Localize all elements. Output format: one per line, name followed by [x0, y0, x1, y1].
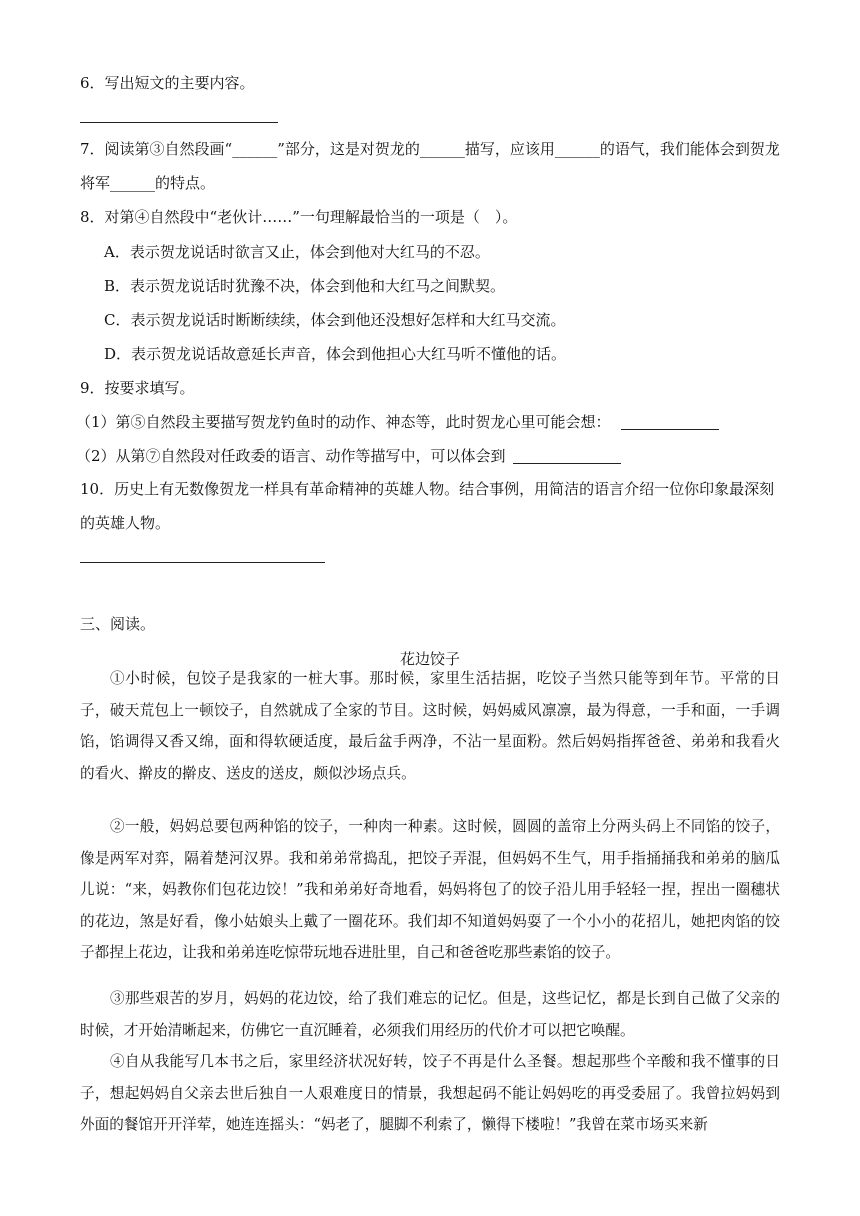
question-9-stem: 9．按要求填写。 [80, 379, 195, 397]
question-10-line1: 10．历史上有无数像贺龙一样具有革命精神的英雄人物。结合事例，用简洁的语言介绍一位你印象最深刻 [80, 480, 775, 498]
answer-line-9-1[interactable] [621, 429, 719, 430]
question-10-line2: 的英雄人物。 [80, 514, 171, 532]
question-6: 6．写出短文的主要内容。 [80, 74, 255, 92]
paragraph-4: ④自从我能写几本书之后，家里经济状况好转，饺子不再是什么圣餐。想起那些个辛酸和我不懂事的日子，想起妈妈自父亲去世后独自一人艰难度日的情景，我想起码不能让妈妈吃的再受委屈了。我曾拉妈妈到外面的餐馆开开洋荤，她连连摇头：“妈老了，腿脚不利索了，懒得下楼啦！”我曾在菜市场买来新 [80, 1053, 780, 1133]
option-d[interactable]: D．表示贺龙说话故意延长声音，体会到他担心大红马听不懂他的话。 [104, 345, 567, 363]
passage-title: 花边饺子 [399, 650, 460, 668]
section-heading: 三、阅读。 [80, 615, 156, 633]
question-8-stem: 8．对第④自然段中“老伙计……”一句理解最恰当的一项是（ ）。 [80, 208, 518, 226]
paragraph-1: ①小时候，包饺子是我家的一桩大事。那时候，家里生活拮据，吃饺子当然只能等到年节。平常的日子，破天荒包上一顿饺子，自然就成了全家的节目。这时候，妈妈威风凛凛，最为得意，一手和面，一手调馅，馅调得又香又绵，面和得软硬适度，最后盆手两净，不沾一星面粉。然后妈妈指挥爸爸、弟弟和我看火的看火、擀皮的擀皮、送皮的送皮，颇似沙场点兵。 [80, 670, 780, 782]
option-b[interactable]: B．表示贺龙说话时犹豫不决，体会到他和大红马之间默契。 [104, 277, 506, 295]
question-7-line1: 7．阅读第③自然段画“______”部分，这是对贺龙的______描写，应该用______的语气，我们能体会到贺龙 [80, 140, 780, 158]
option-a[interactable]: A．表示贺龙说话时欲言又止，体会到他对大红马的不忍。 [104, 243, 490, 261]
answer-line-6[interactable] [80, 122, 278, 123]
paragraph-2: ②一般，妈妈总要包两种馅的饺子，一种肉一种素。这时候，圆圆的盖帘上分两头码上不同馅的饺子，像是两军对弈，隔着楚河汉界。我和弟弟常捣乱，把饺子弄混，但妈妈不生气，用手指捅捅我和弟弟的脑瓜儿说：“来，妈教你们包花边饺！”我和弟弟好奇地看，妈妈将包了的饺子沿儿用手轻轻一捏，捏出一圈穗状的花边，煞是好看，像小姑娘头上戴了一圈花环。我们却不知道妈妈耍了一个小小的花招儿，她把肉馅的饺子都捏上花边，让我和弟弟连吃惊带玩地吞进肚里，自己和爸爸吃那些素馅的饺子。 [80, 818, 780, 961]
option-c[interactable]: C．表示贺龙说话时断断续续，体会到他还没想好怎样和大红马交流。 [104, 311, 566, 329]
question-9-sub2: （2）从第⑦自然段对任政委的语言、动作等描写中，可以体会到 [76, 447, 506, 465]
answer-line-10[interactable] [80, 562, 325, 563]
question-7-line2: 将军______的特点。 [80, 174, 216, 192]
paragraph-3: ③那些艰苦的岁月，妈妈的花边饺，给了我们难忘的记忆。但是，这些记忆，都是长到自己做了父亲的时候，才开始清晰起来，仿佛它一直沉睡着，必须我们用经历的代价才可以把它唤醒。 [80, 990, 780, 1039]
answer-line-9-2[interactable] [513, 463, 621, 464]
question-9-sub1: （1）第⑤自然段主要描写贺龙钓鱼时的动作、神态等，此时贺龙心里可能会想： [76, 413, 611, 431]
